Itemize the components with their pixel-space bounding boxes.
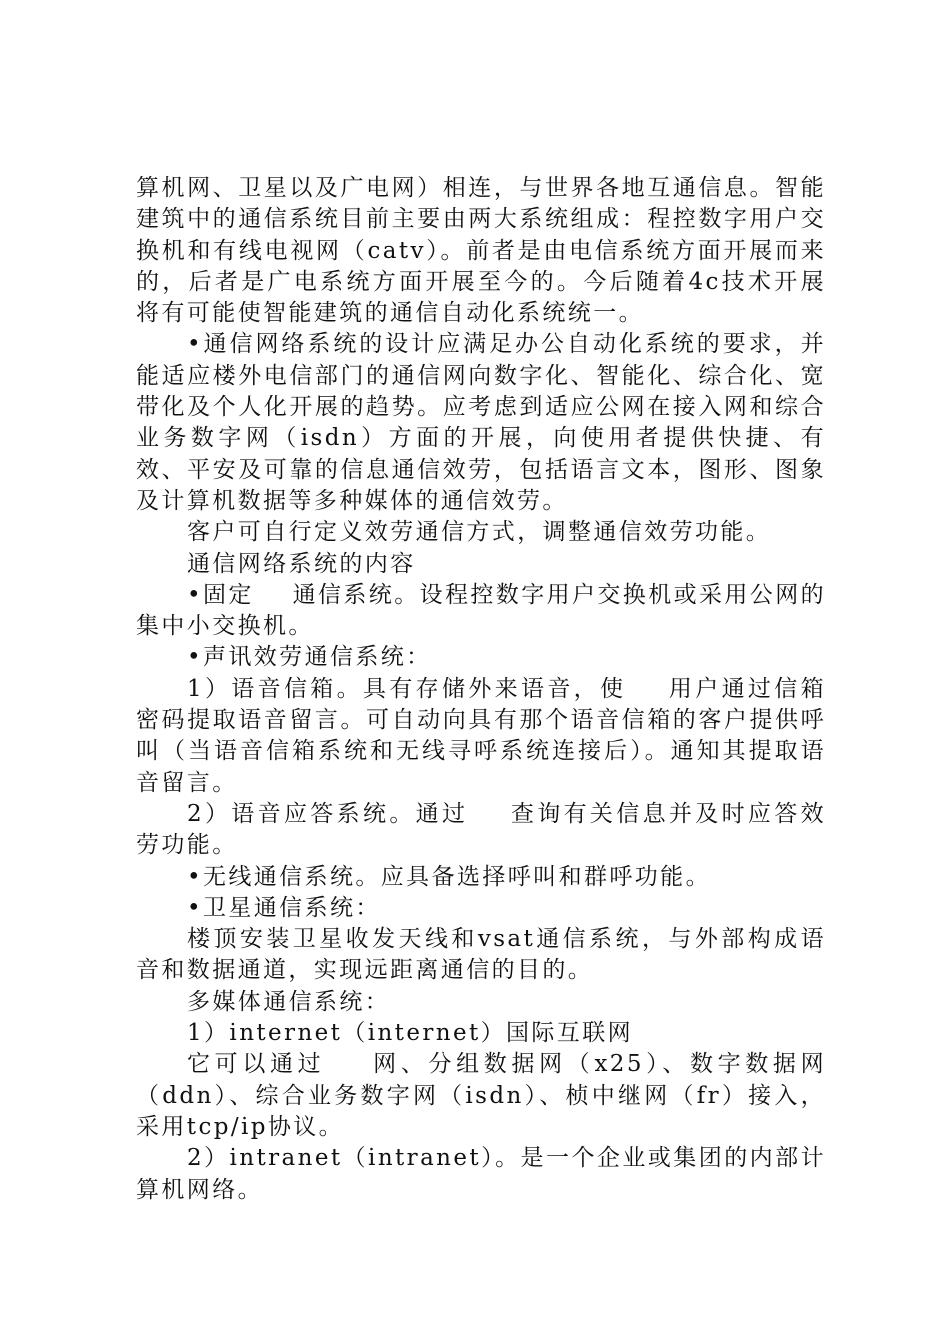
bullet-paragraph: •无线通信系统。应具备选择呼叫和群呼功能。 (187, 863, 711, 890)
bullet-paragraph: •声讯效劳通信系统： (187, 644, 432, 671)
document-body (136, 173, 826, 1206)
bullet-paragraph: •固定 通信系统。设程控数字用户交换机或采用公网的集中小交换机。 (136, 581, 827, 640)
bullet-paragraph: •卫星通信系统： (187, 894, 381, 921)
paragraph: 楼顶安装卫星收发天线和vsat通信系统，与外部构成语音和数据通道，实现远距离通信的目的。 (136, 926, 826, 984)
numbered-paragraph: 2）语音应答系统。通过 查询有关信息并及时应答效劳功能。 (136, 800, 826, 859)
section-heading: 通信网络系统的内容 (187, 550, 416, 577)
numbered-paragraph: 1）语音信箱。具有存储外来语音，使 用户通过信箱密码提取语音留言。可自动向具有那个语音信箱的客户提供呼叫（当语音信箱系统和无线寻呼系统连接后）。通知其提取语音留言。 (136, 675, 826, 796)
paragraph: 算机网、卫星以及广电网）相连，与世界各地互通信息。智能建筑中的通信系统目前主要由两大系统组成：程控数字用户交换机和有线电视网（catv）。前者是由电信系统方面开展而来的，后者是广电系统方面开展至今的。今后随着4c技术开展将有可能使智能建筑的通信自动化系统统一。 (136, 175, 826, 327)
numbered-paragraph: 2）intranet（intranet）。是一个企业或集团的内部计算机网络。 (136, 1145, 826, 1203)
bullet-paragraph: •通信网络系统的设计应满足办公自动化系统的要求，并能适应楼外电信部门的通信网向数字化、智能化、综合化、宽带化及个人化开展的趋势。应考虑到适应公网在接入网和综合业务数字网（isdn）方面的开展，向使用者提供快捷、有效、平安及可靠的信息通信效劳，包括语言文本，图形、图象及计算机数据等多种媒体的通信效劳。 (136, 331, 826, 514)
section-heading: 多媒体通信系统： (187, 988, 391, 1015)
paragraph: 客户可自行定义效劳通信方式，调整通信效劳功能。 (187, 519, 772, 546)
numbered-paragraph: 1）internet（internet）国际互联网 (187, 1020, 634, 1047)
paragraph: 它可以通过 网、分组数据网（x25）、数字数据网（ddn）、综合业务数字网（isdn）、桢中继网（fr）接入，采用tcp/ip协议。 (136, 1051, 826, 1140)
